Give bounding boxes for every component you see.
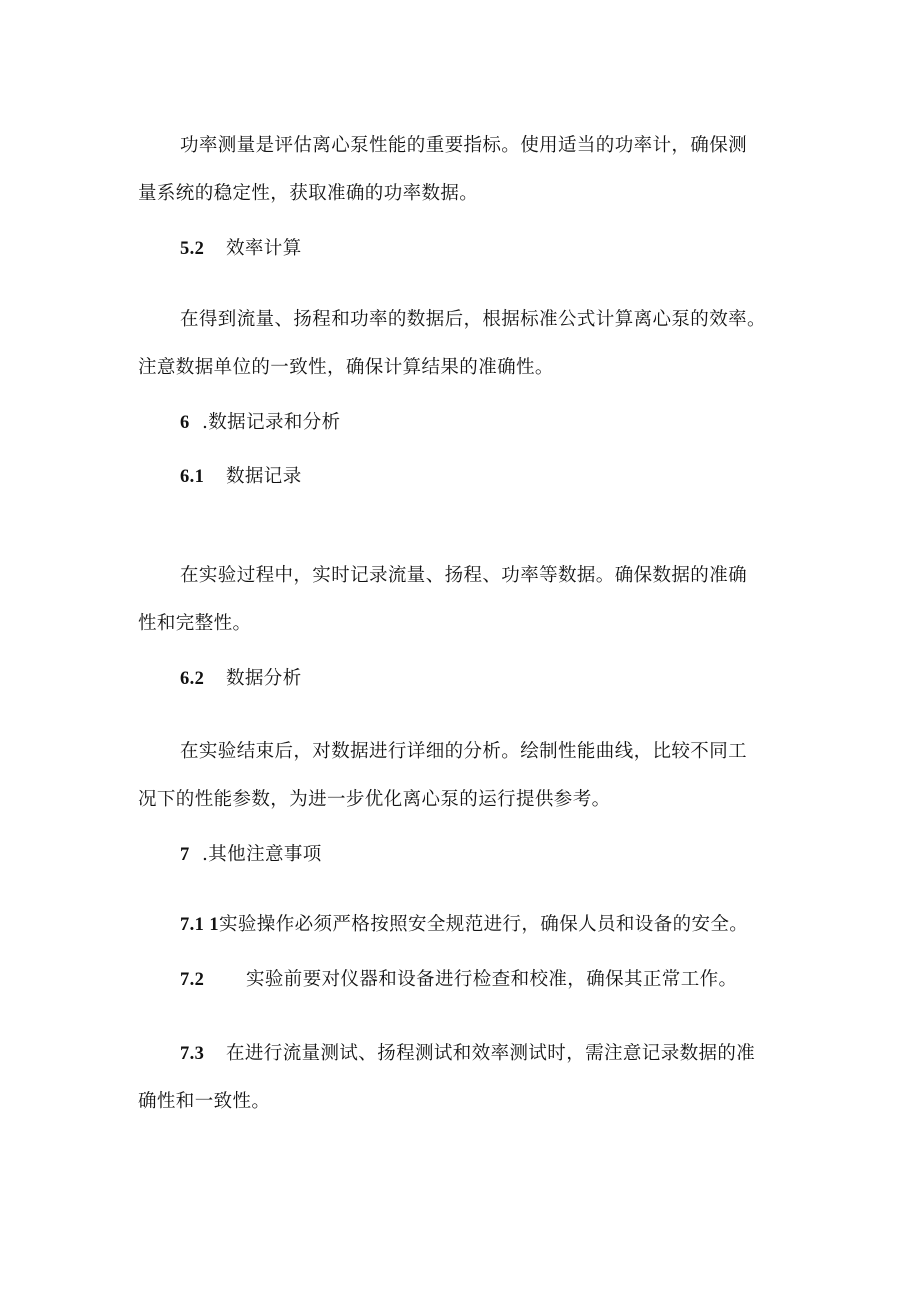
heading-title: .数据记录和分析	[202, 412, 341, 433]
paragraph-power-line-2	[138, 182, 478, 206]
paragraph-power-line-1	[180, 134, 747, 158]
paragraph-efficiency-line-1	[180, 308, 766, 332]
item-text: 确性和一致性。	[138, 1091, 271, 1112]
item-number: 7.3	[180, 1044, 205, 1064]
heading-6	[180, 411, 341, 435]
heading-7	[180, 843, 322, 867]
item-text: 实验前要对仪器和设备进行检查和校准，确保其正常工作。	[246, 969, 738, 990]
heading-title: 数据记录	[226, 466, 302, 487]
paragraph-text: 在得到流量、扬程和功率的数据后，根据标准公式计算离心泵的效率。	[180, 309, 766, 330]
item-7-2	[180, 968, 737, 992]
heading-6-2	[180, 667, 302, 691]
paragraph-text: 功率测量是评估离心泵性能的重要指标。使用适当的功率计，确保测	[180, 135, 748, 156]
paragraph-text: 注意数据单位的一致性，确保计算结果的准确性。	[138, 357, 554, 378]
heading-number: 6.1	[180, 467, 205, 487]
heading-number: 5.2	[180, 239, 205, 259]
paragraph-efficiency-line-2	[138, 356, 554, 380]
heading-number: 7	[180, 845, 190, 865]
item-text: 在进行流量测试、扬程测试和效率测试时，需注意记录数据的准	[226, 1043, 756, 1064]
heading-title: .其他注意事项	[202, 844, 322, 865]
item-7-3-line-2	[138, 1090, 270, 1114]
paragraph-text: 性和完整性。	[138, 613, 252, 634]
item-7-3	[180, 1042, 755, 1066]
heading-number: 6	[180, 413, 190, 433]
heading-title: 效率计算	[226, 238, 302, 259]
paragraph-text: 在实验过程中，实时记录流量、扬程、功率等数据。确保数据的准确	[180, 565, 748, 586]
paragraph-analysis-line-1	[180, 740, 747, 764]
paragraph-text: 量系统的稳定性，获取准确的功率数据。	[138, 183, 479, 204]
heading-number: 6.2	[180, 669, 205, 689]
paragraph-analysis-line-2	[138, 788, 611, 812]
item-number: 7.2	[180, 970, 205, 990]
paragraph-text: 况下的性能参数，为进一步优化离心泵的运行提供参考。	[138, 789, 611, 810]
heading-5-2	[180, 237, 302, 261]
item-7-1	[180, 913, 748, 937]
paragraph-text: 在实验结束后，对数据进行详细的分析。绘制性能曲线，比较不同工	[180, 741, 748, 762]
heading-title: 数据分析	[226, 668, 302, 689]
paragraph-recording-line-2	[138, 612, 251, 636]
item-text: 实验操作必须严格按照安全规范进行，确保人员和设备的安全。	[219, 914, 749, 935]
item-number: 7.1 1	[180, 915, 219, 935]
paragraph-recording-line-1	[180, 564, 747, 588]
heading-6-1	[180, 465, 302, 489]
